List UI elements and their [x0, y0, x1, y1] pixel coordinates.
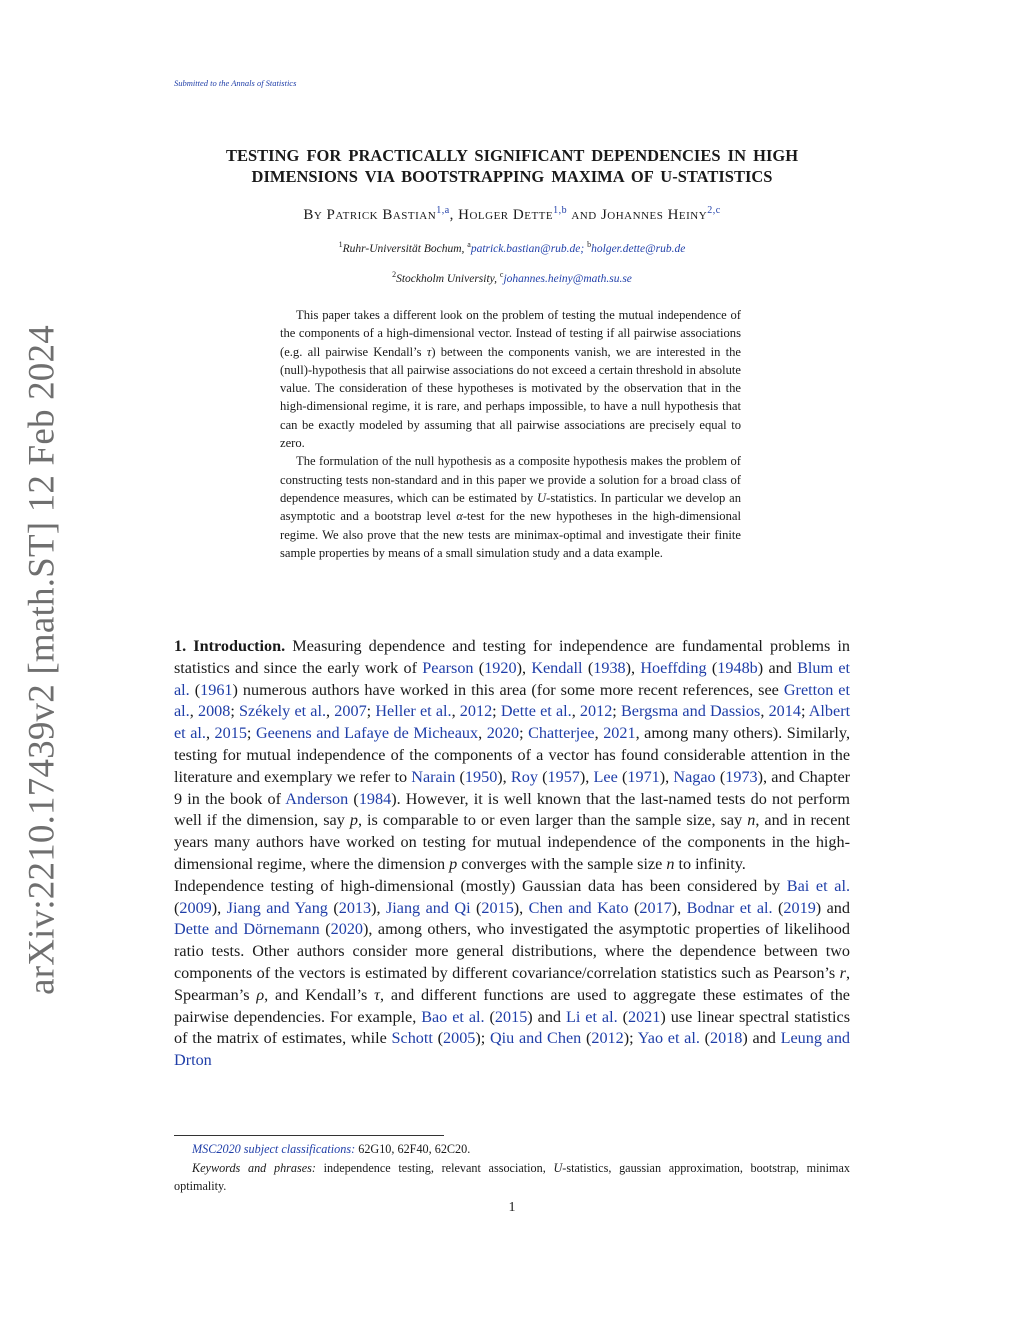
math-symbol: α	[456, 509, 463, 524]
math-symbol: p	[349, 811, 358, 830]
citation-year-link[interactable]: 2009	[179, 898, 212, 917]
citation-link[interactable]: Anderson	[285, 789, 349, 808]
email-link[interactable]: johannes.heiny@math.su.se	[503, 272, 632, 285]
author-byline: By Patrick Bastian$^{1,a}$, Holger Dette$^{1,b}$ and Johannes Heiny$^{2,c}$	[303, 205, 721, 223]
citation-link[interactable]: Bodnar et al.	[686, 898, 773, 917]
citation-link[interactable]: Székely et al.	[239, 702, 327, 721]
journal-header[interactable]: Submitted to the Annals of Statistics	[174, 78, 297, 88]
arxiv-identifier-stamp: arXiv:2210.17439v2 [math.ST] 12 Feb 2024	[21, 325, 63, 995]
citation-link[interactable]: Kendall	[531, 658, 583, 677]
text: Measuring dependence and testing for independence are fundamental problems in statistics and since the early work of	[174, 637, 850, 677]
math-symbol: U	[537, 490, 547, 505]
math-symbol: ρ	[256, 985, 265, 1004]
citation-year-link[interactable]: 2021	[627, 1007, 661, 1026]
section-heading: 1. Introduction.	[174, 637, 286, 655]
citation-year-link[interactable]: 2012	[459, 702, 493, 721]
math-symbol: r	[839, 963, 846, 982]
title-line-1: TESTING FOR PRACTICALLY SIGNIFICANT DEPENDENCIES IN HIGH	[225, 146, 799, 165]
text: Independence testing of high-dimensional (mostly) Gaussian data has been considered by	[174, 876, 787, 895]
affiliation-name: Stockholm University,	[396, 272, 498, 285]
abstract-paragraph	[280, 452, 741, 562]
citation-link[interactable]: Bai et al.	[786, 876, 851, 895]
citation-link[interactable]: Schott	[391, 1029, 433, 1048]
citation-link[interactable]: Dette and Dörnemann	[174, 920, 320, 939]
citation-year-link[interactable]: 2012	[579, 702, 613, 721]
abstract-paragraph	[280, 306, 741, 452]
text: use linear spectral statistics of the matrix of estimates, while	[174, 1007, 851, 1048]
citation-year-link[interactable]: 1948b	[717, 658, 758, 677]
paper-title	[174, 145, 850, 187]
text: -statistics, gaussian approximation, bootstrap, minimax optimality.	[174, 1160, 850, 1193]
citation-year-link[interactable]: 2014	[768, 702, 801, 721]
affiliation-name: Ruhr-Universität Bochum,	[342, 242, 465, 255]
footnote-divider	[174, 1135, 444, 1136]
email-mark: a	[467, 240, 471, 249]
email-link[interactable]: holger.dette@rub.de	[591, 242, 686, 255]
msc-label-link[interactable]: MSC2020 subject classifications:	[192, 1142, 356, 1156]
author-name: Holger Dette	[458, 207, 554, 223]
citation-year-link[interactable]: 2020	[486, 724, 520, 743]
body-text	[174, 636, 850, 1072]
citation-link[interactable]: Jiang and Yang	[226, 898, 328, 917]
text: -test for the new hypotheses in the high-dimensional regime. We also prove that the new tests are minimax-optimal and investigate their finite sample properties by means of a small simulation study and a data example.	[280, 509, 741, 560]
citation-link[interactable]: Hoeffding	[640, 658, 707, 677]
citation-link[interactable]: Yao et al.	[637, 1029, 700, 1048]
author-name: Patrick Bastian	[326, 207, 437, 223]
citation-link[interactable]: Lee	[593, 767, 618, 786]
citation-link[interactable]: Jiang and Qi	[385, 898, 471, 917]
page-number: 1	[508, 1200, 516, 1215]
citation-year-link[interactable]: 1938	[593, 658, 626, 677]
citation-year-link[interactable]: 2012	[591, 1029, 624, 1048]
citation-link[interactable]: Geenens and Lafaye de Micheaux	[255, 724, 479, 743]
text: , and different functions are used to aggregate these estimates of the pairwise dependencies. For example,	[174, 985, 850, 1026]
byline-prefix: By	[303, 207, 323, 223]
citation-link[interactable]: Albert et al.	[174, 702, 851, 743]
author-affiliation-mark[interactable]: 1,a	[436, 205, 450, 216]
citation-year-link[interactable]: 2017	[639, 898, 672, 917]
citation-link[interactable]: Nagao	[673, 767, 716, 786]
byline-and: and	[571, 207, 597, 223]
footnotes	[174, 1140, 850, 1196]
math-symbol: τ	[374, 985, 380, 1004]
citation-year-link[interactable]: 2021	[603, 724, 636, 743]
email-link[interactable]: patrick.bastian@rub.de;	[470, 242, 585, 255]
citation-link[interactable]: Heller et al.	[375, 702, 452, 721]
author-affiliation-mark[interactable]: 2,c	[707, 205, 721, 216]
text: , among others, who investigated the asymptotic properties of likelihood ratio tests. Other authors consider more general distributions, where the dependence between two components of the vectors is estimated by different covariance/correlation statistics such as Pearson’s	[174, 920, 850, 982]
citation-year-link[interactable]: 2019	[783, 898, 816, 917]
citation-year-link[interactable]: 1961	[200, 680, 233, 699]
text: and	[532, 1007, 566, 1026]
footnote-keywords	[174, 1159, 850, 1196]
text: , and Kendall’s	[264, 985, 375, 1004]
citation-year-link[interactable]: 2005	[443, 1029, 476, 1048]
citation-year-link[interactable]: 1957	[547, 767, 580, 786]
citation-year-link[interactable]: 2015	[494, 1007, 528, 1026]
citation-year-link[interactable]: 1973	[725, 767, 758, 786]
citation-link[interactable]: Qiu and Chen	[489, 1029, 582, 1048]
text: The formulation of the null hypothesis as a composite hypothesis makes the problem of constructing tests non-standard and in this paper we provide a solution for a broad class of dependence measures, which can be estimated by	[280, 454, 741, 505]
abstract	[280, 306, 741, 562]
citation-year-link[interactable]: 2008	[197, 702, 231, 721]
citation-link[interactable]: Dette et al.	[500, 702, 572, 721]
affiliation-number: 2	[392, 270, 397, 279]
math-symbol: U	[553, 1160, 563, 1175]
math-symbol: τ	[426, 344, 432, 359]
intro-paragraph: 1. Introduction. Measuring dependence and testing for independence are fundamental problems in statistics and since the early work of Pearson (1920), Kendall (1938), Hoeffding (1948b) and Blum et al. (1961) numerous authors have worked in this area (for some more recent references, see Gretton et al., 2008; Székely et al., 2007; Heller et al., 2012; Dette et al., 2012; Bergsma and Dassios, 2014; Albert et al., 2015; Geenens and Lafaye de Micheaux, 2020; Chatterjee, 2021, among many others). Similarly, testing for mutual independence of the components of a vector has found considerable attention in the literature and exemplary we refer to Narain (1950), Roy (1957), Lee (1971), Nagao (1973), and Chapter 9 in the book of Anderson (1984). However, it is well known that the last-named tests do not perform well if the dimension, say p, is comparable to or even larger than the sample size, say n, and in recent years many authors have worked on testing for mutual independence of the components in the high-dimensional regime, where the dimension p converges with the sample size n to infinity.	[174, 637, 851, 873]
citation-link[interactable]: Gretton et al.	[174, 680, 850, 721]
affiliation-1	[174, 240, 850, 255]
text: and	[763, 658, 798, 677]
author-name: Johannes Heiny	[600, 207, 708, 223]
body-paragraph: Independence testing of high-dimensional (mostly) Gaussian data has been considered by Bai et al. (2009), Jiang and Yang (2013), Jiang and Qi (2015), Chen and Kato (2017), Bodnar et al. (2019) and Dette and Dörnemann (2020), among others, who investigated the asymptotic properties of likelihood ratio tests. Other authors consider more general distributions, where the dependence between two components of the vectors is estimated by different covariance/correlation statistics such as Pearson’s r, Spearman’s ρ, and Kendall’s τ, and different functions are used to aggregate these estimates of the pairwise dependencies. For example, Bao et al. (2015) and Li et al. (2021) use linear spectral statistics of the matrix of estimates, while Schott (2005); Qiu and Chen (2012); Yao et al. (2018) and Leung and Drton	[174, 876, 851, 1070]
math-symbol: p	[449, 854, 458, 873]
affiliation-2	[174, 270, 850, 285]
math-symbol: n	[747, 811, 756, 830]
text: and	[747, 1029, 781, 1048]
citation-year-link[interactable]: 1984	[358, 789, 392, 808]
text: numerous authors have worked in this area (for some more recent references, see	[237, 680, 784, 699]
citation-year-link[interactable]: 2020	[330, 920, 363, 939]
citation-year-link[interactable]: 2015	[481, 898, 514, 917]
text: to infinity.	[674, 854, 746, 873]
citation-link[interactable]: Blum et al.	[174, 658, 851, 699]
text: converges with the sample size	[457, 854, 667, 873]
citation-link[interactable]: Roy	[510, 767, 538, 786]
text: , is comparable to or even larger than the sample size, say	[357, 811, 748, 830]
citation-link[interactable]: Chatterjee	[528, 724, 595, 743]
email-mark: c	[499, 270, 504, 279]
citation-year-link[interactable]: 1920	[484, 658, 517, 677]
affiliation-number: 1	[338, 240, 343, 249]
math-symbol: n	[666, 854, 675, 873]
text: 62G10, 62F40, 62C20.	[355, 1142, 471, 1156]
citation-year-link[interactable]: 2015	[214, 724, 247, 743]
citation-year-link[interactable]: 1971	[627, 767, 660, 786]
text: independence testing, relevant association,	[315, 1160, 554, 1175]
citation-link[interactable]: Leung and Drton	[174, 1029, 851, 1070]
text: -statistics. In particular we develop an asymptotic and a bootstrap level	[280, 490, 741, 524]
citation-year-link[interactable]: 1950	[464, 767, 498, 786]
keywords-label: Keywords and phrases:	[192, 1160, 316, 1175]
citation-link[interactable]: Bergsma and Dassios	[620, 702, 761, 721]
author-affiliation-mark[interactable]: 1,b	[553, 205, 568, 216]
title-line-2: DIMENSIONS VIA BOOTSTRAPPING MAXIMA OF U-STATISTICS	[251, 167, 773, 186]
email-mark: b	[587, 240, 592, 249]
text: ) between the components vanish, we are interested in the (null)-hypothesis that all pairwise associations do not exceed a certain threshold in absolute value. The consideration of these hypotheses is motivated by the observation that in the high-dimensional regime, it is rare, and perhaps impossible, to have a null hypothesis that can be exactly modeled by assuming that all pairwise associations are precisely equal to zero.	[280, 344, 741, 451]
citation-link[interactable]: Li et al.	[565, 1007, 618, 1026]
text: This paper takes a different look on the problem of testing the mutual independence of the components of a high-dimensional vector. Instead of testing if all pairwise associations (e.g. all pairwise Kendall’s	[280, 308, 741, 359]
citation-year-link[interactable]: 2013	[338, 898, 372, 917]
citation-year-link[interactable]: 2018	[710, 1029, 743, 1048]
citation-year-link[interactable]: 2007	[334, 702, 367, 721]
text: , and Chapter 9 in the book of	[174, 767, 851, 808]
footnote-msc	[174, 1140, 850, 1159]
citation-link[interactable]: Bao et al.	[421, 1007, 485, 1026]
text: , and in recent years many authors have worked on testing for mutual independence of the components in the high-dimensional regime, where the dimension	[174, 811, 850, 873]
citation-link[interactable]: Narain	[411, 767, 456, 786]
text: , among many others). Similarly, testing for mutual independence of the components of a vector has found considerable attention in the literature and exemplary we refer to	[174, 724, 850, 786]
text: , Spearman’s	[174, 963, 850, 1004]
citation-link[interactable]: Chen and Kato	[528, 898, 629, 917]
citation-link[interactable]: Pearson	[422, 658, 474, 677]
text: and	[821, 898, 850, 917]
text: . However, it is well known that the last-named tests do not perform well if the dimension, say	[174, 789, 850, 830]
